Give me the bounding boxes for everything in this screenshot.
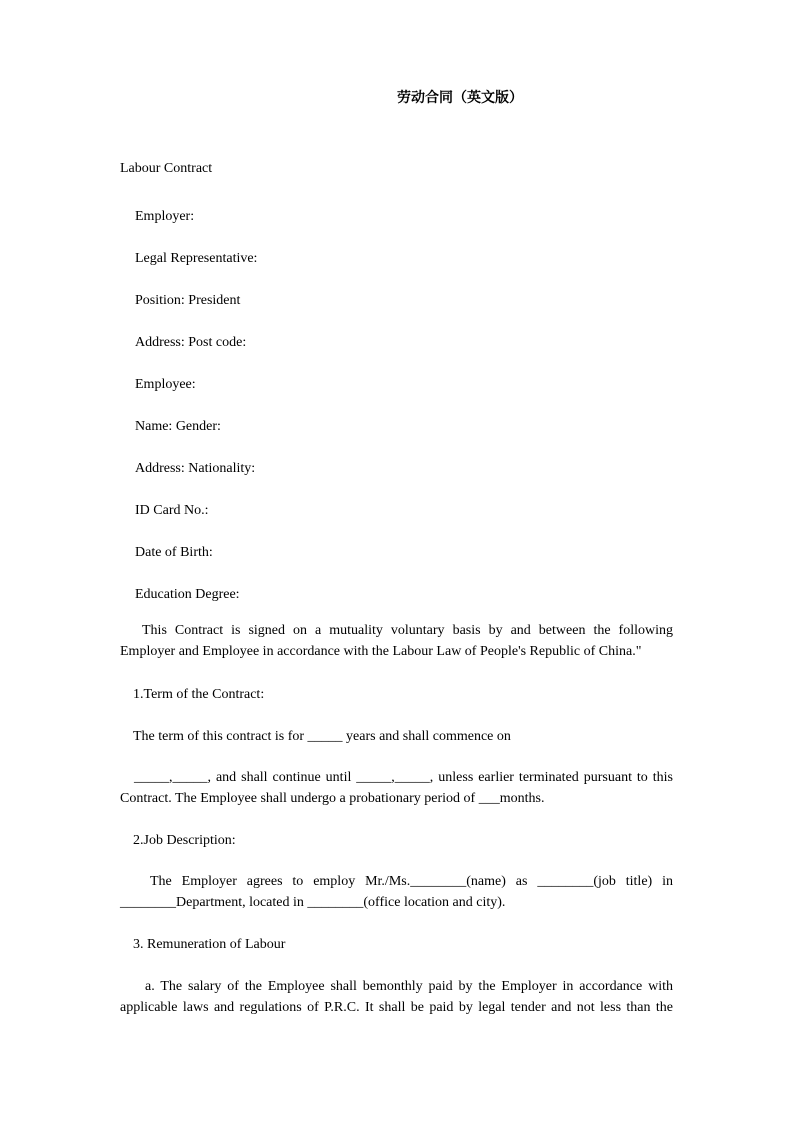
field-id-card: ID Card No.:: [135, 503, 209, 518]
doc-title: 劳动合同（英文版）: [397, 91, 523, 106]
field-name-gender: Name: Gender:: [135, 419, 221, 434]
section3-paragraph: a. The salary of the Employee shall bemonthly paid by the Employer in accordance with applicable laws and regulations of P.R.C. It shall be paid by legal tender and not less than the: [120, 979, 673, 1015]
doc-heading: Labour Contract: [120, 161, 213, 176]
intro-paragraph: This Contract is signed on a mutuality voluntary basis by and between the following Employer and Employee in accordance with the Labour Law of People's Republic of China.": [120, 623, 673, 659]
field-address-nationality: Address: Nationality:: [135, 461, 256, 476]
section1-heading: 1.Term of the Contract:: [133, 687, 265, 702]
field-position: Position: President: [135, 293, 241, 308]
section1-continuation-paragraph: _____,_____, and shall continue until _____,_____, unless earlier terminated pursuant to this Contract. The Employee shall undergo a probationary period of ___months.: [120, 770, 673, 806]
section2-paragraph: The Employer agrees to employ Mr./Ms.________(name) as ________(job title) in ________Department, located in ________(office location and city).: [120, 874, 673, 910]
field-education-degree: Education Degree:: [135, 587, 240, 602]
section2-heading: 2.Job Description:: [133, 833, 236, 848]
field-legal-representative: Legal Representative:: [135, 251, 258, 266]
field-employee: Employee:: [135, 377, 196, 392]
section1-term-line: The term of this contract is for _____ years and shall commence on: [133, 729, 511, 744]
section3-heading: 3. Remuneration of Labour: [133, 937, 286, 952]
field-address-postcode: Address: Post code:: [135, 335, 247, 350]
field-date-of-birth: Date of Birth:: [135, 545, 213, 560]
field-employer: Employer:: [135, 209, 195, 224]
